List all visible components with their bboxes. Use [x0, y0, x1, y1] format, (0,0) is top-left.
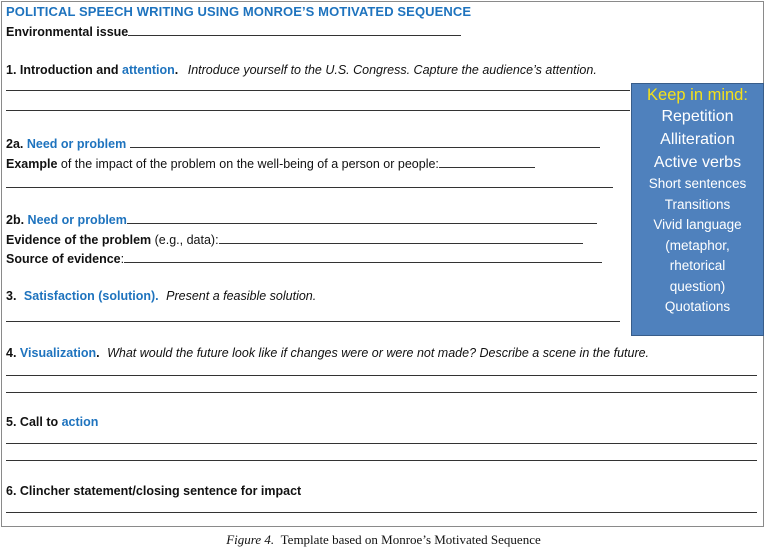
environmental-issue-label: Environmental issue — [6, 25, 129, 39]
section-2a-blank[interactable] — [130, 135, 600, 148]
figure-caption-text: Template based on Monroe’s Motivated Sequence — [280, 532, 541, 547]
section-2b-keyword: Need or problem — [27, 213, 127, 227]
figure-caption — [0, 532, 767, 548]
section-4-heading: 4. Visualization. What would the future look like if changes were or were not made? Describe a scene in the future. — [6, 346, 650, 360]
section-2a-heading: 2a. Need or problem — [6, 135, 600, 151]
section-6-heading: 6. Clincher statement/closing sentence for impact — [6, 484, 302, 498]
section-1-keyword: attention — [122, 63, 175, 77]
keep-item-transitions: Transitions — [664, 196, 731, 212]
keep-item-question: question) — [669, 278, 726, 294]
environmental-issue-row — [6, 23, 461, 39]
answer-line-2a[interactable] — [6, 187, 613, 188]
section-1-heading: 1. Introduction and attention. Introduce yourself to the U.S. Congress. Capture the audience’s attention. — [6, 63, 597, 77]
section-2b-evidence-row: Evidence of the problem (e.g., data): — [6, 231, 583, 247]
answer-line-3[interactable] — [6, 321, 620, 322]
section-2b-heading: 2b. Need or problem — [6, 211, 597, 227]
section-4-instruction: What would the future look like if changes were or were not made? Describe a scene in the future. — [107, 346, 650, 360]
section-3-heading: 3. Satisfaction (solution). Present a feasible solution. — [6, 289, 317, 303]
section-2b-source-row: Source of evidence: — [6, 250, 602, 266]
keep-in-mind-title: Keep in mind: — [647, 86, 748, 104]
answer-line-1a[interactable] — [6, 90, 630, 91]
answer-line-4a[interactable] — [6, 375, 757, 376]
section-2b-source-blank[interactable] — [124, 250, 602, 263]
section-1-number: 1. — [6, 63, 17, 77]
section-3-keyword: Satisfaction (solution). — [23, 289, 159, 303]
keep-in-mind-box — [631, 83, 764, 336]
figure-number: Figure 4. — [226, 532, 275, 547]
keep-item-active-verbs: Active verbs — [653, 154, 742, 171]
section-5-keyword: action — [61, 415, 99, 429]
section-2a-example-blank[interactable] — [439, 155, 535, 168]
section-1-label: Introduction and — [19, 63, 122, 77]
answer-line-4b[interactable] — [6, 392, 757, 393]
environmental-issue-blank[interactable] — [128, 23, 461, 36]
section-2b-evidence-blank[interactable] — [219, 231, 583, 244]
keep-item-short-sentences: Short sentences — [648, 176, 747, 191]
answer-line-1b[interactable] — [6, 110, 630, 111]
section-2a-example-row: Example of the impact of the problem on the well-being of a person or people: — [6, 155, 535, 171]
section-3-instruction: Present a feasible solution. — [166, 289, 317, 303]
keep-item-quotations: Quotations — [664, 299, 731, 314]
section-1-instruction: Introduce yourself to the U.S. Congress. Capture the audience’s attention. — [187, 63, 597, 77]
section-2b-blank[interactable] — [127, 211, 597, 224]
section-5-heading: 5. Call to action — [6, 415, 99, 429]
answer-line-6[interactable] — [6, 512, 757, 513]
keep-item-rhetorical: rhetorical — [669, 258, 726, 273]
keep-item-vivid-language: Vivid language — [653, 217, 742, 232]
keep-item-alliteration: Alliteration — [660, 131, 735, 148]
keep-item-metaphor: (metaphor, — [665, 237, 730, 253]
section-5-label: Call to — [19, 415, 62, 429]
keep-item-repetition: Repetition — [661, 108, 734, 125]
section-4-keyword: Visualization — [19, 346, 97, 360]
section-2a-keyword: Need or problem — [26, 137, 127, 151]
answer-line-5a[interactable] — [6, 443, 757, 444]
worksheet-title: POLITICAL SPEECH WRITING USING MONROE’S MOTIVATED SEQUENCE — [6, 4, 472, 19]
answer-line-5b[interactable] — [6, 460, 757, 461]
section-2a-example-label: of the impact of the problem on the well-being of a person or people: — [57, 157, 439, 171]
